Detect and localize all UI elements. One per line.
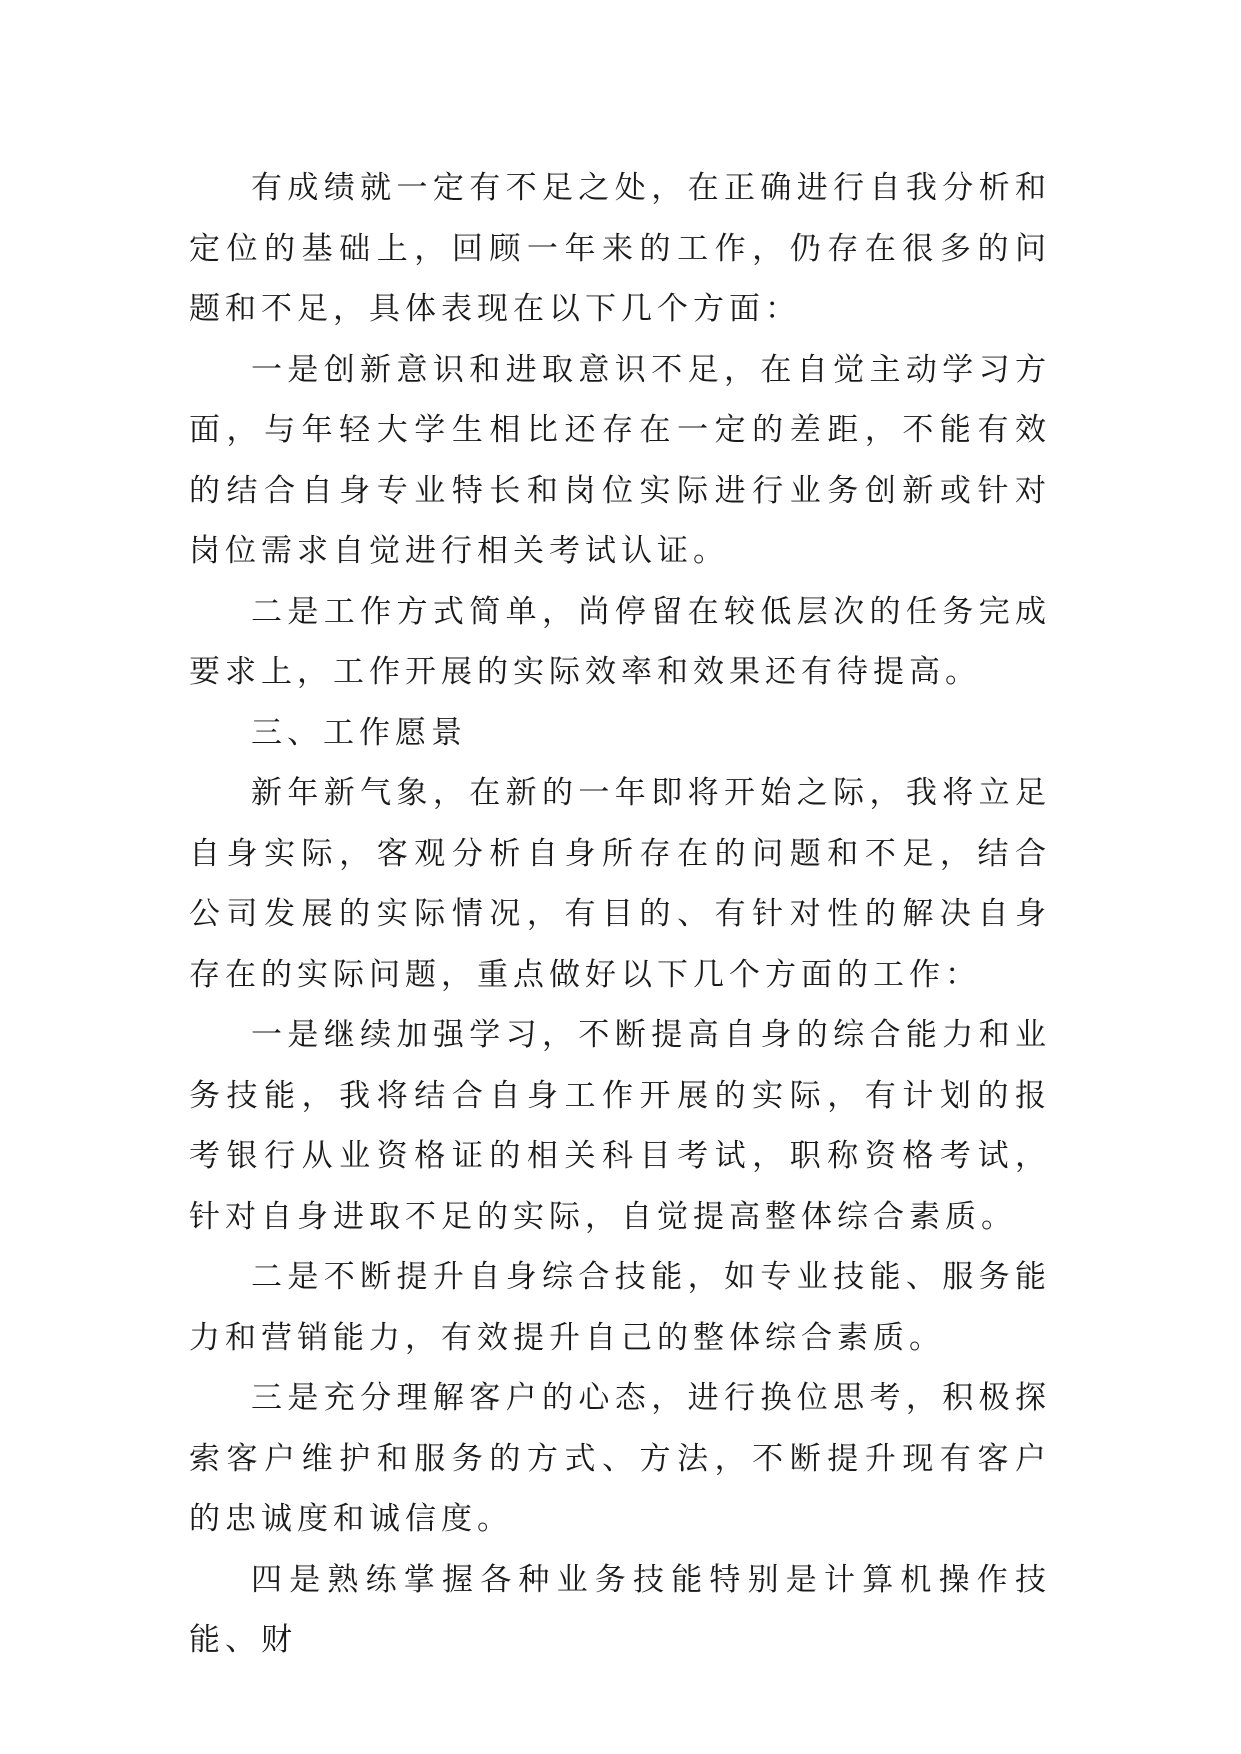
- paragraph-vision-intro: 新年新气象，在新的一年即将开始之际，我将立足自身实际，客观分析自身所存在的问题和不足，结合公司发展的实际情况，有目的、有针对性的解决自身存在的实际问题，重点做好以下几个方面的工作：: [189, 775, 1051, 993]
- paragraph-goal-2: 二是不断提升自身综合技能，如专业技能、服务能力和营销能力，有效提升自己的整体综合素质。: [189, 1259, 1051, 1356]
- section-heading-vision: 三、工作愿景: [251, 714, 467, 751]
- paragraph-shortcoming-2: 二是工作方式简单，尚停留在较低层次的任务完成要求上，工作开展的实际效率和效果还有待提高。: [189, 593, 1051, 690]
- paragraph-shortcomings-intro: 有成绩就一定有不足之处，在正确进行自我分析和定位的基础上，回顾一年来的工作，仍存在很多的问题和不足，具体表现在以下几个方面：: [189, 170, 1051, 327]
- paragraph-goal-1: 一是继续加强学习，不断提高自身的综合能力和业务技能，我将结合自身工作开展的实际，有计划的报考银行从业资格证的相关科目考试，职称资格考试，针对自身进取不足的实际，自觉提高整体综合素质。: [189, 1017, 1051, 1235]
- paragraph-goal-3: 三是充分理解客户的心态，进行换位思考，积极探索客户维护和服务的方式、方法，不断提升现有客户的忠诚度和诚信度。: [189, 1380, 1051, 1537]
- paragraph-goal-4: 四是熟练掌握各种业务技能特别是计算机操作技能、财: [189, 1561, 1051, 1658]
- paragraph-shortcoming-1: 一是创新意识和进取意识不足，在自觉主动学习方面，与年轻大学生相比还存在一定的差距，不能有效的结合自身专业特长和岗位实际进行业务创新或针对岗位需求自觉进行相关考试认证。: [189, 351, 1051, 569]
- document-body: [189, 158, 1051, 1671]
